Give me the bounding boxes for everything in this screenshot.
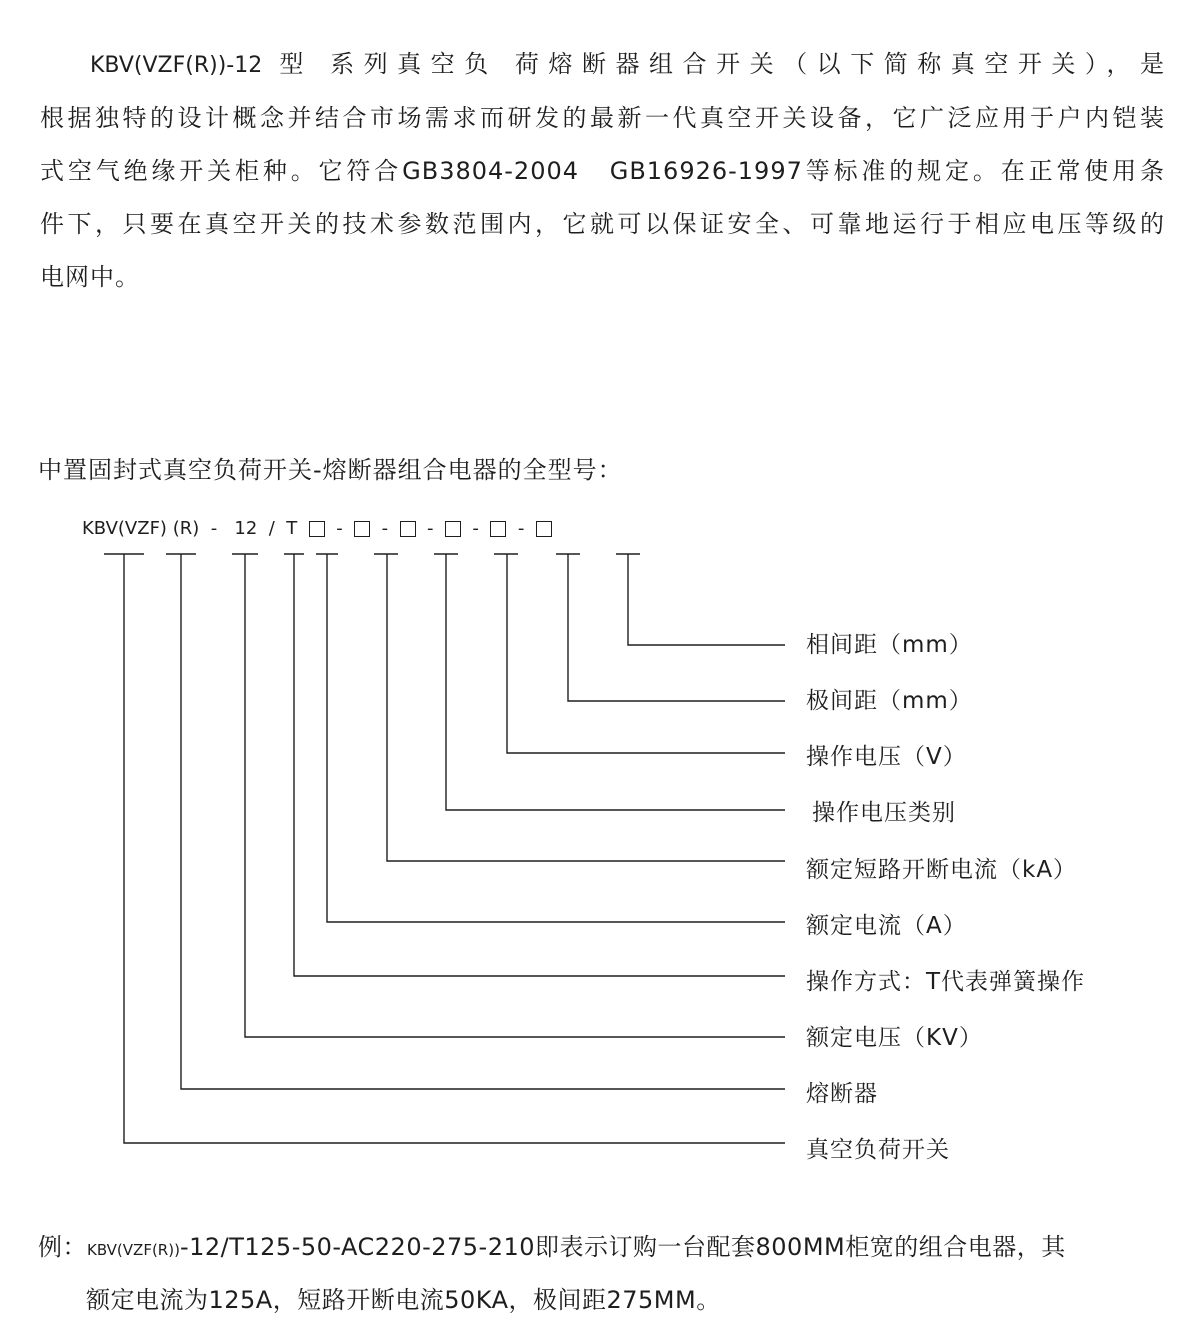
label-rated-voltage: 额定电压（KV） bbox=[806, 1025, 983, 1051]
intro-line-2: 根据独特的设计概念并结合市场需求而研发的最新一代真空开关设备，它广泛应用于户内铠装 bbox=[40, 104, 1165, 132]
label-operating-voltage: 操作电压（V） bbox=[806, 744, 967, 770]
leader-operating-voltage bbox=[507, 554, 785, 753]
intro-model-code: KBV(VZF(R))-12 bbox=[90, 53, 263, 78]
label-pole-distance: 极间距（mm） bbox=[806, 688, 973, 714]
code-operation: T bbox=[286, 518, 298, 539]
code-dash: - bbox=[472, 518, 479, 539]
intro-line-4: 件下，只要在真空开关的技术参数范围内，它就可以保证安全、可靠地运行于相应电压等级的 bbox=[40, 210, 1165, 238]
code-dash: - bbox=[336, 518, 343, 539]
leader-pole-distance bbox=[568, 554, 785, 701]
code-voltage: 12 bbox=[234, 518, 258, 539]
label-voltage-type: 操作电压类别 bbox=[812, 800, 956, 826]
leader-voltage-type bbox=[446, 554, 785, 810]
leader-fuse bbox=[181, 554, 785, 1089]
leader-rated-voltage bbox=[245, 554, 785, 1037]
code-dash: - bbox=[381, 518, 389, 539]
leader-rated-current bbox=[327, 554, 785, 922]
intro-line-3: 式空气绝缘开关柜种。它符合GB3804-2004 GB16926-1997等标准的规定。在正常使用条 bbox=[40, 157, 1165, 185]
designation-heading: 中置固封式真空负荷开关-熔断器组合电器的全型号： bbox=[38, 456, 623, 484]
code-dash: - bbox=[517, 518, 525, 539]
example-line-1-text: -12/T125-50-AC220-275-210即表示订购一台配套800MM柜宽的组合电器，其 bbox=[179, 1233, 1066, 1261]
code-slash: / bbox=[268, 518, 275, 539]
leader-phase-distance bbox=[628, 554, 785, 645]
leader-operation-mode bbox=[294, 554, 785, 976]
example-paragraph bbox=[38, 1222, 1163, 1325]
example-line-2: 额定电流为125A，短路开断电流50KA，极间距275MM。 bbox=[86, 1286, 721, 1314]
example-model: KBV(VZF(R)) bbox=[87, 1241, 180, 1259]
label-fuse: 熔断器 bbox=[806, 1081, 878, 1107]
label-breaking-current: 额定短路开断电流（kA） bbox=[806, 857, 1078, 883]
intro-line-1-text: 型 系列真空负 荷熔断器组合开关（以下简称真空开关），是 bbox=[279, 50, 1165, 78]
example-prefix: 例： bbox=[38, 1233, 87, 1261]
label-phase-distance: 相间距（mm） bbox=[806, 632, 973, 658]
code-dash: - bbox=[427, 518, 434, 539]
code-dash: - bbox=[210, 518, 218, 539]
label-rated-current: 额定电流（A） bbox=[806, 913, 967, 939]
label-operation-mode: 操作方式：T代表弹簧操作 bbox=[806, 969, 1086, 995]
code-fuse: (R) bbox=[172, 518, 200, 539]
label-load-switch: 真空负荷开关 bbox=[806, 1137, 950, 1163]
intro-line-5: 电网中。 bbox=[40, 263, 140, 291]
code-prefix: KBV(VZF) bbox=[82, 518, 167, 539]
leader-load-switch bbox=[124, 554, 785, 1143]
example-line-1 bbox=[38, 1222, 1163, 1275]
